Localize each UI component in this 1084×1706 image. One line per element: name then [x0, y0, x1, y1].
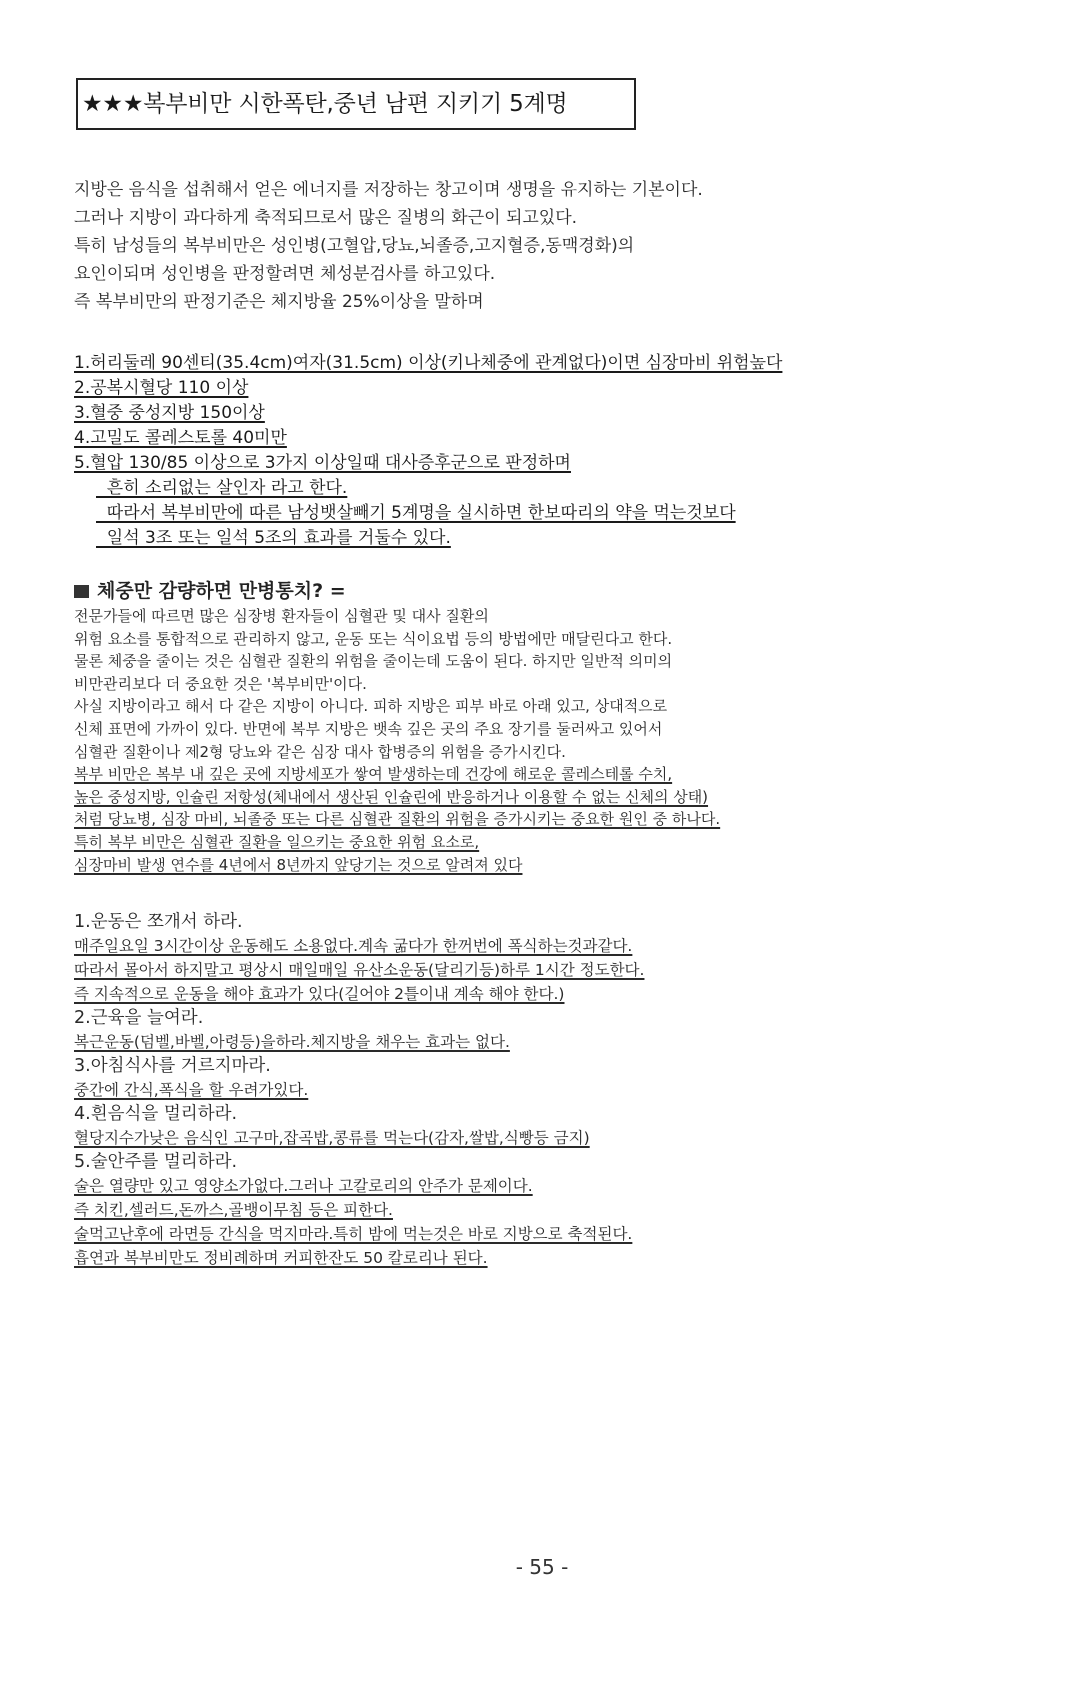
- criteria-item: 4.고밀도 콜레스토롤 40미만: [74, 428, 287, 448]
- body-line: 위험 요소를 통합적으로 관리하지 않고, 운동 또는 식이요법 등의 방법에만 매달린다고 한다.: [74, 629, 673, 648]
- tip-heading-text: 4.흰음식을 멀리하라.: [74, 1104, 238, 1124]
- section-body: [74, 605, 720, 876]
- criteria-item: 1.허리둘레 90센티(35.4cm)여자(31.5cm) 이상(키나체중에 관계없다)이면 심장마비 위험높다: [74, 353, 783, 373]
- body-line: 비만관리보다 더 중요한 것은 '복부비만'이다.: [74, 674, 367, 693]
- section-title: 체중만 감량하면 만병통치? =: [97, 580, 346, 602]
- criteria-note: 일석 3조 또는 일석 5조의 효과를 거둘수 있다.: [96, 528, 451, 548]
- square-bullet-icon: [74, 585, 89, 598]
- body-line-underlined: 처럼 당뇨병, 심장 마비, 뇌졸중 또는 다른 심혈관 질환의 위험을 증가시키는 중요한 원인 중 하나다.: [74, 810, 721, 829]
- tip-detail-line: [74, 1078, 644, 1102]
- tip-heading: [74, 1054, 644, 1078]
- intro-paragraph: [74, 176, 703, 316]
- criteria-item: 3.혈중 중성지방 150이상: [74, 403, 265, 423]
- tip-heading: [74, 1006, 644, 1030]
- tip-detail-line: [74, 934, 644, 958]
- tip-detail-text: 혈당지수가낮은 음식인 고구마,잡곡밥,콩류를 먹는다(감자,쌀밥,식빵등 금지): [74, 1129, 590, 1147]
- tip-detail-text: 즉 치킨,셀러드,돈까스,골뱅이무침 등은 피한다.: [74, 1201, 393, 1219]
- criteria-item: 2.공복시혈당 110 이상: [74, 378, 249, 398]
- tips-list: [74, 910, 644, 1270]
- criteria-note: 흔히 소리없는 살인자 라고 한다.: [96, 478, 348, 498]
- tip-detail-text: 술은 열량만 있고 영양소가없다.그러나 고칼로리의 안주가 문제이다.: [74, 1177, 533, 1195]
- tip-heading-text: 5.술안주를 멀리하라.: [74, 1152, 238, 1172]
- tip-detail-line: [74, 1030, 644, 1054]
- body-line: 사실 지방이라고 해서 다 같은 지방이 아니다. 피하 지방은 피부 바로 아래 있고, 상대적으로: [74, 697, 668, 716]
- tip-heading: [74, 910, 644, 934]
- intro-line: 즉 복부비만의 판정기준은 체지방율 25%이상을 말하며: [74, 292, 484, 312]
- section-heading: [74, 577, 346, 605]
- body-line-underlined: 심장마비 발생 연수를 4년에서 8년까지 앞당기는 것으로 알려져 있다: [74, 855, 523, 874]
- page-title: ★★★복부비만 시한폭탄,중년 남편 지키기 5계명: [76, 78, 636, 130]
- tip-heading-text: 3.아침식사를 거르지마라.: [74, 1056, 271, 1076]
- tip-heading: [74, 1102, 644, 1126]
- tip-detail-line: [74, 1174, 644, 1198]
- body-line: 물론 체중을 줄이는 것은 심혈관 질환의 위험을 줄이는데 도움이 된다. 하지만 일반적 의미의: [74, 652, 673, 671]
- body-line: 신체 표면에 가까이 있다. 반면에 복부 지방은 뱃속 깊은 곳의 주요 장기를 둘러싸고 있어서: [74, 719, 663, 738]
- tip-detail-text: 흡연과 복부비만도 정비례하며 커피한잔도 50 칼로리나 된다.: [74, 1249, 488, 1267]
- tip-detail-text: 중간에 간식,폭식을 할 우려가있다.: [74, 1081, 309, 1099]
- criteria-list: [74, 351, 782, 551]
- body-line: 심혈관 질환이나 제2형 당뇨와 같은 심장 대사 합병증의 위험을 증가시킨다.: [74, 742, 566, 761]
- body-line-underlined: 높은 중성지방, 인슐린 저항성(체내에서 생산된 인슐린에 반응하거나 이용할 수 없는 신체의 상태): [74, 787, 709, 806]
- tip-detail-line: [74, 958, 644, 982]
- tip-heading-text: 1.운동은 쪼개서 하라.: [74, 912, 243, 932]
- tip-detail-text: 매주일요일 3시간이상 운동해도 소용없다.계속 굶다가 한꺼번에 폭식하는것과같다.: [74, 937, 633, 955]
- tip-detail-line: [74, 1198, 644, 1222]
- tip-detail-line: [74, 982, 644, 1006]
- criteria-item: 5.혈압 130/85 이상으로 3가지 이상일때 대사증후군으로 판정하며: [74, 453, 571, 473]
- body-line-underlined: 복부 비만은 복부 내 깊은 곳에 지방세포가 쌓여 발생하는데 건강에 해로운 콜레스테롤 수치,: [74, 765, 673, 784]
- body-line: 전문가들에 따르면 많은 심장병 환자들이 심혈관 및 대사 질환의: [74, 607, 489, 625]
- tip-heading-text: 2.근육을 늘여라.: [74, 1008, 204, 1028]
- tip-detail-text: 복근운동(덤벨,바벨,아령등)을하라.체지방을 채우는 효과는 없다.: [74, 1033, 510, 1051]
- tip-heading: [74, 1150, 644, 1174]
- body-line-underlined: 특히 복부 비만은 심혈관 질환을 일으키는 중요한 위험 요소로,: [74, 832, 480, 851]
- tip-detail-line: [74, 1126, 644, 1150]
- tip-detail-text: 즉 지속적으로 운동을 해야 효과가 있다(길어야 2틀이내 계속 해야 한다.): [74, 985, 565, 1003]
- intro-line: 그러나 지방이 과다하게 축적되므로서 많은 질병의 화근이 되고있다.: [74, 208, 578, 228]
- intro-line: 요인이되며 성인병을 판정할려면 체성분검사를 하고있다.: [74, 264, 496, 284]
- tip-detail-text: 따라서 몰아서 하지말고 평상시 매일매일 유산소운동(달리기등)하루 1시간 정도한다.: [74, 961, 645, 979]
- tip-detail-line: [74, 1246, 644, 1270]
- intro-line: 특히 남성들의 복부비만은 성인병(고혈압,당뇨,뇌졸증,고지혈증,동맥경화)의: [74, 236, 635, 256]
- intro-line: 지방은 음식을 섭취해서 얻은 에너지를 저장하는 창고이며 생명을 유지하는 기본이다.: [74, 180, 703, 200]
- tip-detail-line: [74, 1222, 644, 1246]
- criteria-note: 따라서 복부비만에 따른 남성뱃살빼기 5계명을 실시하면 한보따리의 약을 먹는것보다: [96, 503, 736, 523]
- page-number: - 55 -: [515, 1555, 569, 1579]
- tip-detail-text: 술먹고난후에 라면등 간식을 먹지마라.특히 밤에 먹는것은 바로 지방으로 축적된다.: [74, 1225, 633, 1243]
